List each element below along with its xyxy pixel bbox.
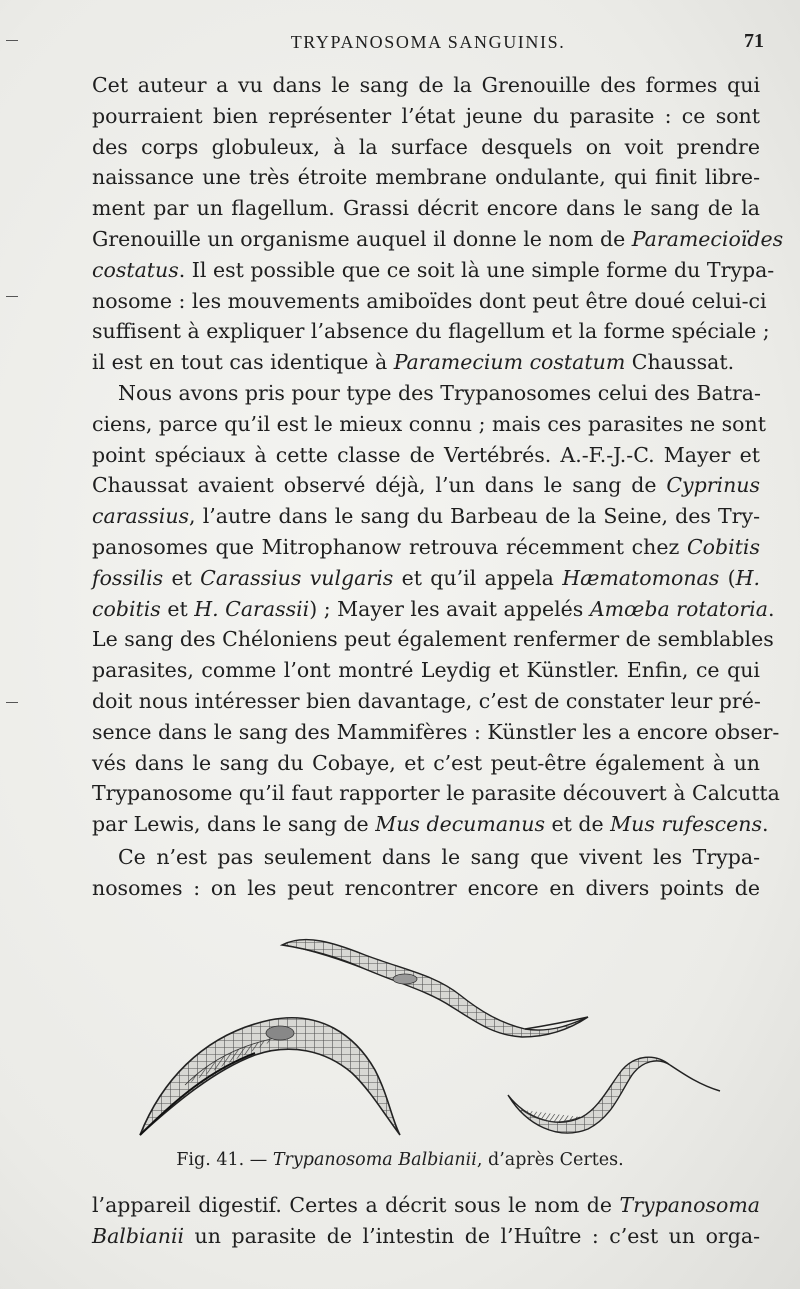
text-segment: Trypanosome qu’il faut rapporter le parasite découvert à Calcutta bbox=[92, 781, 780, 806]
text-segment: Amœba rotatoria bbox=[589, 596, 768, 621]
text-segment: Mus rufescens bbox=[610, 812, 762, 837]
text-segment: vés dans le sang du Cobaye, et c’est peut-être également à un bbox=[92, 750, 760, 775]
text-line bbox=[92, 470, 760, 501]
text-segment: Cet auteur a vu dans le sang de la Grenouille des formes qui bbox=[92, 73, 760, 97]
text-line bbox=[92, 778, 780, 809]
text-line bbox=[92, 1221, 760, 1252]
text-segment: . Il est possible que ce soit là une simple forme du Trypa- bbox=[178, 257, 775, 282]
text-line bbox=[92, 347, 760, 378]
text-segment: Le sang des Chéloniens peut également renfermer de semblables bbox=[92, 627, 774, 652]
paragraph-1 bbox=[92, 70, 784, 378]
text-line bbox=[92, 655, 760, 686]
text-segment: H. Carassii bbox=[194, 596, 310, 621]
text-segment: Cyprinus bbox=[666, 473, 760, 498]
text-line bbox=[92, 70, 760, 101]
text-line bbox=[92, 1190, 760, 1221]
text-line bbox=[92, 501, 760, 532]
text-segment: un parasite de l’intestin de l’Huître : c’est un orga- bbox=[184, 1223, 760, 1248]
text-segment: suffisent à expliquer l’absence du flagellum et la forme spéciale ; bbox=[92, 319, 770, 344]
caption-species: Trypanosoma Balbianii bbox=[272, 1150, 477, 1170]
text-segment: parasites, comme l’ont montré Leydig et Künstler. Enfin, ce qui bbox=[92, 658, 760, 683]
text-segment: nosomes : on les peut rencontrer encore en divers points de bbox=[92, 875, 760, 900]
text-segment: par Lewis, dans le sang de bbox=[92, 812, 376, 837]
text-line bbox=[92, 532, 760, 563]
running-title: TRYPANOSOMA SANGUINIS. bbox=[290, 32, 566, 52]
text-segment: pourraient bien représenter l’état jeune du parasite : ce sont bbox=[92, 103, 760, 128]
text-segment: naissance une très étroite membrane ondulante, qui finit libre- bbox=[92, 165, 760, 190]
trypanosome-upper bbox=[282, 940, 588, 1037]
text-segment: . bbox=[767, 596, 775, 621]
text-segment: Grenouille un organisme auquel il donne le nom de bbox=[92, 226, 632, 251]
margin-mark bbox=[6, 702, 18, 703]
text-segment: ) ; Mayer les avait appelés bbox=[309, 596, 590, 621]
text-segment: Mus decumanus bbox=[375, 812, 545, 837]
text-segment: l’appareil digestif. Certes a décrit sous le nom de bbox=[92, 1193, 620, 1217]
margin-mark bbox=[6, 40, 18, 41]
text-line bbox=[92, 594, 775, 625]
text-segment: et bbox=[163, 565, 201, 590]
text-segment: sence dans le sang des Mammifères : Künstler les a encore obser- bbox=[92, 719, 780, 744]
text-segment: ment par un flagellum. Grassi décrit encore dans le sang de la bbox=[92, 196, 760, 221]
text-line bbox=[92, 255, 775, 286]
text-segment: Paramecium costatum bbox=[393, 350, 626, 375]
text-line bbox=[92, 440, 760, 471]
text-segment: costatus bbox=[92, 257, 179, 282]
text-segment: Nous avons pris pour type des Trypanosomes celui des Batra- bbox=[118, 381, 761, 405]
text-segment: Ce n’est pas seulement dans le sang que vivent les Trypa- bbox=[118, 845, 760, 869]
text-line bbox=[92, 624, 774, 655]
text-segment: et qu’il appela bbox=[393, 565, 563, 590]
text-line bbox=[92, 409, 766, 440]
text-line bbox=[92, 873, 760, 904]
text-segment: Balbianii bbox=[92, 1223, 185, 1248]
paragraph-2 bbox=[92, 378, 780, 840]
text-line bbox=[92, 286, 767, 317]
caption-label: Fig. 41. — bbox=[176, 1150, 273, 1170]
text-line bbox=[92, 193, 760, 224]
margin-mark bbox=[6, 296, 18, 297]
text-line bbox=[92, 563, 760, 594]
text-segment: cobitis bbox=[92, 596, 161, 621]
text-line bbox=[92, 717, 780, 748]
text-segment: ( bbox=[719, 565, 736, 590]
text-segment: Hæmatomonas bbox=[562, 565, 720, 590]
text-segment: et bbox=[160, 596, 195, 621]
text-segment: Paramecioïdes bbox=[631, 226, 784, 251]
text-segment: Chaussat. bbox=[625, 350, 735, 375]
text-segment: Cobitis bbox=[686, 534, 760, 559]
text-segment: , l’autre dans le sang du Barbeau de la Seine, des Try- bbox=[189, 504, 760, 529]
paragraph-4 bbox=[92, 1190, 760, 1252]
text-segment: et de bbox=[544, 812, 611, 837]
page-header bbox=[92, 28, 764, 58]
text-line bbox=[92, 162, 760, 193]
text-segment: des corps globuleux, à la surface desquels on voit prendre bbox=[92, 134, 760, 159]
text-line bbox=[92, 101, 760, 132]
trypanosome-curled bbox=[508, 1057, 720, 1133]
caption-source: , d’après Certes. bbox=[476, 1150, 624, 1170]
text-line bbox=[92, 378, 760, 409]
text-segment: il est en tout cas identique à bbox=[92, 350, 394, 375]
text-segment: nosome : les mouvements amiboïdes dont peut être doué celui-ci bbox=[92, 288, 767, 313]
text-line bbox=[92, 842, 760, 873]
text-line bbox=[92, 224, 784, 255]
text-segment: doit nous intéresser bien davantage, c’est de constater leur pré- bbox=[92, 688, 761, 713]
text-line bbox=[92, 316, 770, 347]
text-segment: Trypanosoma bbox=[619, 1193, 760, 1217]
text-line bbox=[92, 809, 769, 840]
trypanosome-crescent bbox=[140, 1018, 400, 1135]
trypanosome-drawing bbox=[130, 925, 730, 1145]
figure-41-illustration bbox=[130, 925, 730, 1145]
paragraph-3 bbox=[92, 842, 760, 904]
text-segment: carassius bbox=[92, 504, 190, 529]
text-segment: . bbox=[761, 812, 769, 837]
text-segment: Chaussat avaient observé déjà, l’un dans le sang de bbox=[92, 473, 667, 498]
text-line bbox=[92, 748, 760, 779]
text-segment: Carassius vulgaris bbox=[200, 565, 394, 590]
figure-caption bbox=[0, 1150, 800, 1170]
text-segment: H. bbox=[735, 565, 761, 590]
text-segment: fossilis bbox=[92, 565, 164, 590]
text-line bbox=[92, 686, 760, 717]
text-segment: panosomes que Mitrophanow retrouva récemment chez bbox=[92, 534, 687, 559]
page-number: 71 bbox=[744, 30, 764, 52]
text-segment: point spéciaux à cette classe de Vertébrés. A.-F.-J.-C. Mayer et bbox=[92, 442, 760, 467]
text-line bbox=[92, 132, 760, 163]
text-segment: ciens, parce qu’il est le mieux connu ; mais ces parasites ne sont bbox=[92, 411, 766, 436]
